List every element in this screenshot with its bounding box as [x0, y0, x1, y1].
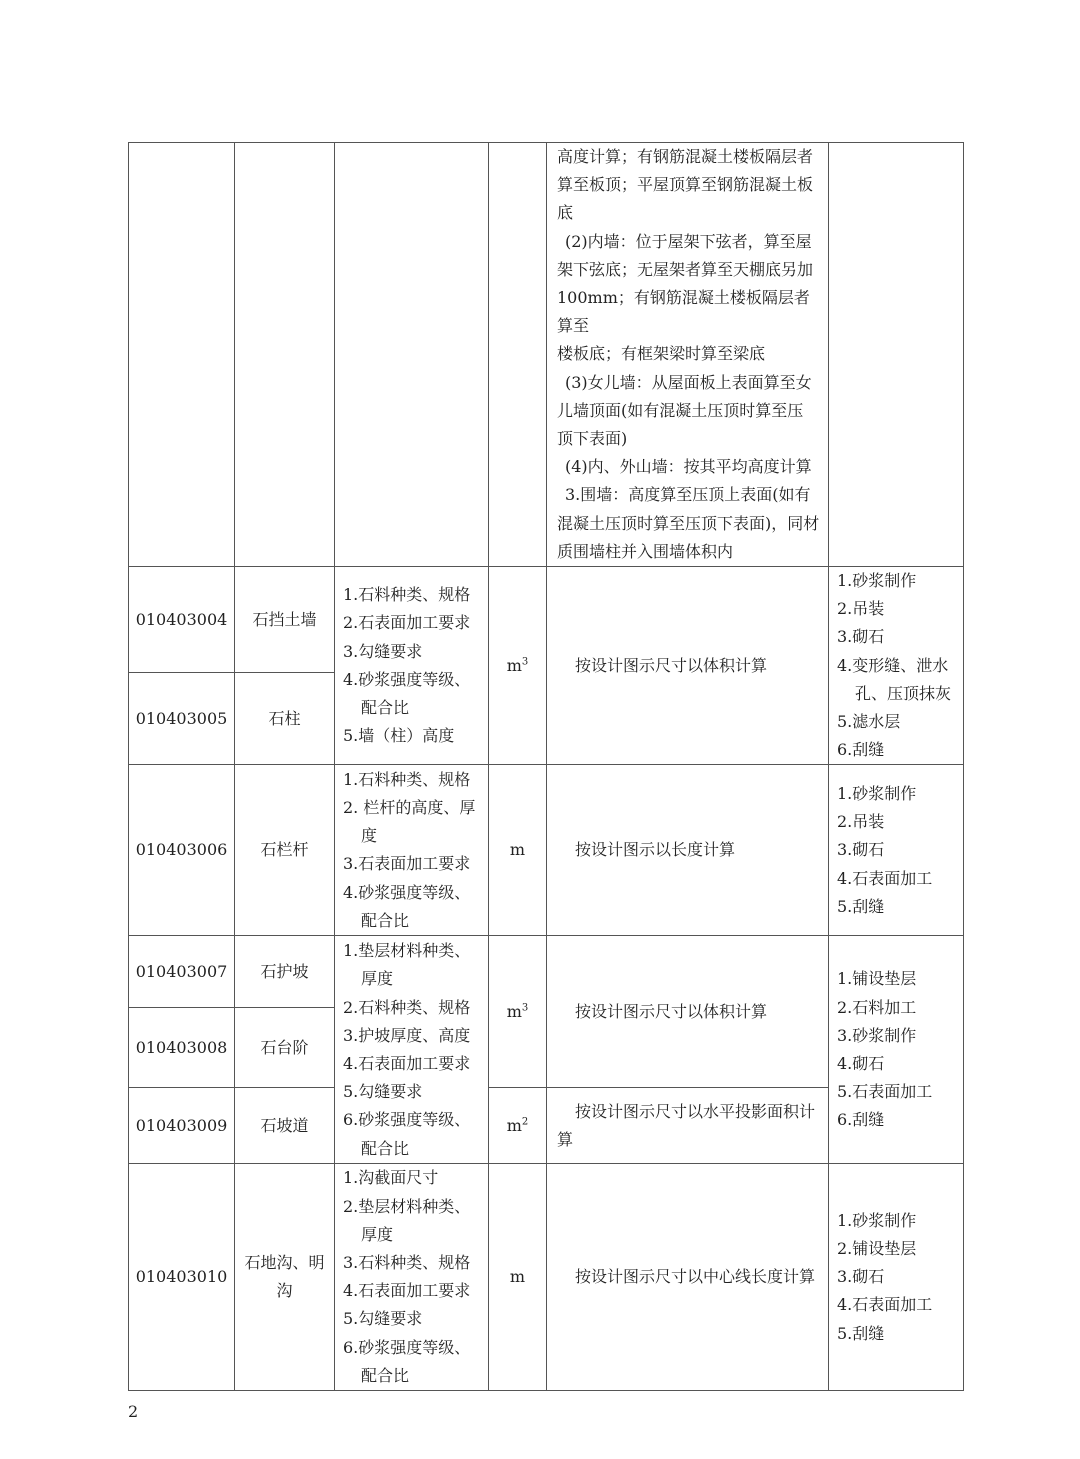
- text-line: 3.砌石: [837, 627, 885, 647]
- text-line: 4.石表面加工要求: [343, 1281, 471, 1301]
- text-line: 4.石表面加工要求: [343, 1053, 471, 1073]
- unit-superscript: 2: [521, 1116, 529, 1128]
- text-line: 6.砂浆强度等级、: [343, 1337, 471, 1357]
- text-line: 配合比: [361, 697, 410, 717]
- text-line: 5.刮缝: [837, 896, 885, 916]
- table-row: [129, 567, 964, 673]
- work-content-cell: [829, 765, 964, 936]
- text-line: 3.石料种类、规格: [343, 1253, 471, 1273]
- calculation-rule-cell: [547, 567, 829, 765]
- table-cell: [235, 143, 335, 567]
- item-features-list: [343, 937, 482, 1163]
- unit-cell: [489, 1164, 547, 1391]
- text-line: 5.刮缝: [837, 1323, 885, 1343]
- table-cell: [129, 143, 235, 567]
- item-name-line: 石地沟、明: [244, 1253, 325, 1273]
- calculation-rule: 按设计图示尺寸以体积计算: [575, 1001, 768, 1021]
- item-features-list: [343, 581, 482, 750]
- item-name: 石坡道: [235, 1088, 335, 1164]
- text-line: 配合比: [361, 910, 410, 930]
- text-line: 儿墙顶面(如有混凝土压顶时算至压: [557, 400, 804, 420]
- text-line: 5.勾缝要求: [343, 1082, 423, 1102]
- work-content-list: [837, 780, 957, 921]
- unit-label: m: [506, 655, 522, 675]
- text-line: 6.砂浆强度等级、: [343, 1110, 471, 1130]
- calculation-rule-cell: [547, 1088, 829, 1164]
- calculation-rule-line: 按设计图示尺寸以水平投影面积计: [575, 1101, 816, 1121]
- text-line: 4.石表面加工: [837, 868, 933, 888]
- item-features-cell: [335, 765, 489, 936]
- item-features-cell: [335, 567, 489, 765]
- text-line: 5.勾缝要求: [343, 1309, 423, 1329]
- text-line: 质围墙柱并入围墙体积内: [557, 541, 734, 561]
- work-content-cell: [829, 936, 964, 1164]
- text-line: 底: [557, 203, 574, 223]
- table-row: [129, 143, 964, 567]
- calculation-rule-line: 算: [557, 1129, 574, 1149]
- table-row: [129, 1164, 964, 1391]
- unit-superscript: 3: [521, 1002, 529, 1014]
- item-name-cell: [235, 1164, 335, 1391]
- item-code: 010403008: [129, 1008, 235, 1088]
- calculation-rule-cell: [547, 1164, 829, 1391]
- text-line: 2.石料加工: [837, 997, 917, 1017]
- unit-cell: [489, 1088, 547, 1164]
- item-code: 010403005: [129, 673, 235, 765]
- text-line: 顶下表面): [557, 429, 628, 449]
- unit-cell: [489, 567, 547, 765]
- table-row: [129, 765, 964, 936]
- text-line: 配合比: [361, 1365, 410, 1385]
- work-content-list: [837, 1207, 957, 1348]
- text-line: 4.砂浆强度等级、: [343, 669, 471, 689]
- calculation-rule: 按设计图示尺寸以体积计算: [575, 655, 768, 675]
- text-line: 3.护坡厚度、高度: [343, 1025, 471, 1045]
- text-line: 孔、压顶抹灰: [855, 683, 952, 703]
- unit-superscript: 3: [521, 656, 529, 668]
- item-code: 010403004: [129, 567, 235, 673]
- work-content-cell: [829, 1164, 964, 1391]
- table-cell: [335, 143, 489, 567]
- text-line: 3.砌石: [837, 840, 885, 860]
- item-features-list: [343, 1164, 482, 1390]
- text-line: 高度计算；有钢筋混凝土楼板隔层者: [557, 147, 814, 166]
- unit-label: m: [509, 840, 526, 860]
- text-line: 5.滤水层: [837, 712, 901, 732]
- text-line: 4.砌石: [837, 1053, 885, 1073]
- text-line: 算至板顶；平屋顶算至钢筋混凝土板: [557, 175, 814, 195]
- text-line: 3.砂浆制作: [837, 1025, 917, 1045]
- calculation-rule: 按设计图示尺寸以中心线长度计算: [575, 1267, 816, 1287]
- item-name-line: 沟: [276, 1281, 293, 1301]
- work-content-list: [837, 965, 957, 1134]
- item-name: 石台阶: [235, 1008, 335, 1088]
- text-line: 配合比: [361, 1138, 410, 1158]
- text-line: 厚度: [361, 1224, 394, 1244]
- text-line: 100mm；有钢筋混凝土楼板隔层者算至: [557, 288, 810, 336]
- text-line: 5.石表面加工: [837, 1082, 933, 1102]
- text-line: (2)内墙：位于屋架下弦者，算至屋: [565, 231, 812, 251]
- text-line: 混凝土压顶时算至压顶下表面)，同材: [557, 513, 820, 533]
- item-name: 石护坡: [235, 936, 335, 1008]
- calculation-rule-cell: [547, 765, 829, 936]
- calculation-rule-list: [557, 143, 822, 566]
- item-name: 石挡土墙: [235, 567, 335, 673]
- text-line: 楼板底；有框架梁时算至梁底: [557, 344, 766, 364]
- text-line: 1.砂浆制作: [837, 783, 917, 803]
- text-line: 4.砂浆强度等级、: [343, 882, 471, 902]
- item-code: 010403007: [129, 936, 235, 1008]
- work-content-cell: [829, 567, 964, 765]
- text-line: 2.石表面加工要求: [343, 613, 471, 633]
- text-line: (3)女儿墙：从屋面板上表面算至女: [565, 372, 812, 392]
- text-line: 2.铺设垫层: [837, 1238, 917, 1258]
- text-line: 4.石表面加工: [837, 1295, 933, 1315]
- item-code: 010403009: [129, 1088, 235, 1164]
- text-line: 1.垫层材料种类、: [343, 941, 471, 961]
- text-line: 1.沟截面尺寸: [343, 1168, 439, 1188]
- unit-label: m: [506, 1115, 522, 1135]
- item-name: 石栏杆: [235, 765, 335, 936]
- item-code: 010403010: [129, 1164, 235, 1391]
- text-line: 1.砂浆制作: [837, 1210, 917, 1230]
- quantity-bill-table: [128, 142, 964, 1391]
- item-code: 010403006: [129, 765, 235, 936]
- text-line: 2.吊装: [837, 812, 885, 832]
- unit-label: m: [506, 1001, 522, 1021]
- text-line: 2.垫层材料种类、: [343, 1196, 471, 1216]
- text-line: 2.吊装: [837, 599, 885, 619]
- item-name: 石柱: [235, 673, 335, 765]
- unit-cell: [489, 765, 547, 936]
- text-line: 1.铺设垫层: [837, 969, 917, 989]
- text-line: 3.围墙：高度算至压顶上表面(如有: [565, 485, 811, 505]
- unit-cell: [489, 936, 547, 1088]
- work-content-list: [837, 567, 957, 764]
- item-features-cell: [335, 1164, 489, 1391]
- text-line: 度: [361, 826, 378, 846]
- item-features-cell: [335, 936, 489, 1164]
- text-line: 1.砂浆制作: [837, 571, 917, 591]
- page-number: 2: [128, 1402, 139, 1421]
- text-line: 架下弦底；无屋架者算至天棚底另加: [557, 259, 814, 279]
- text-line: 3.石表面加工要求: [343, 854, 471, 874]
- text-line: 1.石料种类、规格: [343, 585, 471, 605]
- text-line: 3.砌石: [837, 1267, 885, 1287]
- text-line: 4.变形缝、泄水: [837, 655, 949, 675]
- table-row: [129, 936, 964, 1008]
- text-line: 6.刮缝: [837, 740, 885, 760]
- text-line: 5.墙（柱）高度: [343, 726, 455, 746]
- item-features-list: [343, 766, 482, 935]
- text-line: 6.刮缝: [837, 1110, 885, 1130]
- calculation-rule-cell: [547, 143, 829, 567]
- calculation-rule-cell: [547, 936, 829, 1088]
- unit-label: m: [509, 1267, 526, 1287]
- text-line: 1.石料种类、规格: [343, 769, 471, 789]
- table-cell: [489, 143, 547, 567]
- text-line: 2.石料种类、规格: [343, 997, 471, 1017]
- text-line: 厚度: [361, 969, 394, 989]
- calculation-rule: 按设计图示以长度计算: [575, 840, 736, 860]
- text-line: 3.勾缝要求: [343, 641, 423, 661]
- text-line: 2. 栏杆的高度、厚: [343, 798, 476, 818]
- table-cell: [829, 143, 964, 567]
- text-line: (4)内、外山墙：按其平均高度计算: [565, 457, 812, 477]
